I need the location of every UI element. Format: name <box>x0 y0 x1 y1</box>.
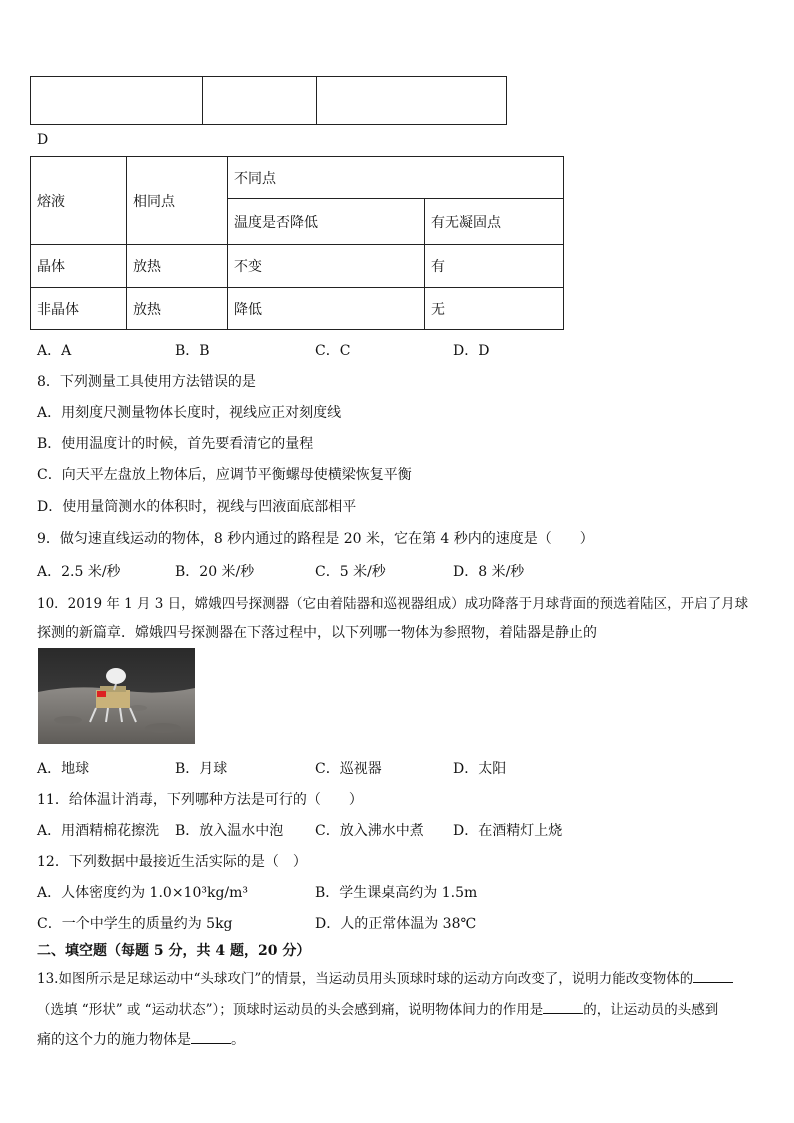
table-cell <box>317 77 507 125</box>
q11-option-d: D．在酒精灯上烧 <box>453 823 563 839</box>
q12-option-d: D．人的正常体温为 38℃ <box>315 916 477 932</box>
table-cell: 放热 <box>127 245 228 288</box>
answer-blank[interactable] <box>191 1029 231 1044</box>
q8-option-a: A．用刻度尺测量物体长度时，视线应正对刻度线 <box>37 405 342 421</box>
q12-option-b: B．学生课桌高约为 1.5m <box>315 885 478 901</box>
q13-text-3b: 。 <box>231 1032 245 1048</box>
option-c-table <box>30 76 507 125</box>
q10-option-c: C．巡视器 <box>315 761 382 777</box>
q13-line1 <box>37 967 733 987</box>
table-cell: 有 <box>425 245 564 288</box>
table-cell: 非晶体 <box>31 288 127 330</box>
q11-stem: 11．给体温计消毒，下列哪种方法是可行的（ ） <box>37 792 363 808</box>
q10-option-d: D．太阳 <box>453 761 507 777</box>
q13-line3 <box>37 1029 245 1049</box>
lunar-lander-image <box>38 648 195 744</box>
header-diff: 不同点 <box>228 157 564 199</box>
lunar-lander-photo <box>38 648 195 744</box>
q7-option-c: C．C <box>315 343 351 359</box>
table-row <box>31 245 564 288</box>
table-cell <box>203 77 317 125</box>
q13-text-2a: （选填 “形状” 或 “运动状态”）；顶球时运动员的头会感到痛，说明物体间力的作用是 <box>37 1002 544 1018</box>
q11-option-a: A．用酒精棉花擦洗 <box>37 823 160 839</box>
table-cell <box>31 77 203 125</box>
table-cell: 降低 <box>228 288 425 330</box>
q9-option-a: A．2.5 米/秒 <box>37 564 121 580</box>
section-heading-fill-blank: 二、填空题（每题 5 分，共 4 题，20 分） <box>37 943 311 959</box>
q10-stem-line2: 探测的新篇章．嫦娥四号探测器在下落过程中，以下列哪一物体为参照物，着陆器是静止的 <box>37 625 597 641</box>
q12-option-c: C．一个中学生的质量约为 5kg <box>37 916 233 932</box>
q7-option-b: B．B <box>175 343 210 359</box>
q9-option-d: D．8 米/秒 <box>453 564 525 580</box>
q13-text-1: 13.如图所示是足球运动中“头球攻门”的情景，当运动员用头顶球时球的运动方向改变了，说明力能改变物体的 <box>37 971 694 987</box>
q7-option-d: D．D <box>453 343 490 359</box>
answer-blank[interactable] <box>543 999 583 1014</box>
q9-stem: 9．做匀速直线运动的物体，8 秒内通过的路程是 20 米，它在第 4 秒内的速度是（ ） <box>37 531 594 547</box>
header-same: 相同点 <box>127 157 228 245</box>
option-d-table <box>30 156 564 330</box>
answer-blank[interactable] <box>693 968 733 983</box>
option-d-label: D <box>37 132 49 148</box>
q8-stem: 8．下列测量工具使用方法错误的是 <box>37 374 256 390</box>
q8-option-c: C．向天平左盘放上物体后，应调节平衡螺母使横梁恢复平衡 <box>37 467 412 483</box>
header-solution: 熔液 <box>31 157 127 245</box>
header-temp: 温度是否降低 <box>228 199 425 245</box>
header-freeze: 有无凝固点 <box>425 199 564 245</box>
q10-stem-line1: 10．2019 年 1 月 3 日，嫦娥四号探测器（它由着陆器和巡视器组成）成功降落于月球背面的预选着陆区，开启了月球 <box>37 596 749 612</box>
q12-stem: 12．下列数据中最接近生活实际的是（ ） <box>37 854 307 870</box>
q13-text-2b: 的，让运动员的头感到 <box>583 1002 719 1018</box>
q8-option-b: B．使用温度计的时候，首先要看清它的量程 <box>37 436 314 452</box>
q9-option-b: B．20 米/秒 <box>175 564 255 580</box>
q10-option-b: B．月球 <box>175 761 228 777</box>
q11-option-b: B．放入温水中泡 <box>175 823 284 839</box>
q13-line2 <box>37 998 718 1018</box>
q13-text-3a: 痛的这个力的施力物体是 <box>37 1032 191 1048</box>
q8-option-d: D．使用量筒测水的体积时，视线与凹液面底部相平 <box>37 499 357 515</box>
q11-option-c: C．放入沸水中煮 <box>315 823 424 839</box>
table-cell: 无 <box>425 288 564 330</box>
q7-option-a: A．A <box>37 343 72 359</box>
table-cell: 放热 <box>127 288 228 330</box>
q10-option-a: A．地球 <box>37 761 90 777</box>
table-row <box>31 288 564 330</box>
table-cell: 不变 <box>228 245 425 288</box>
table-cell: 晶体 <box>31 245 127 288</box>
q12-option-a: A．人体密度约为 1.0×10³kg/m³ <box>37 885 249 901</box>
q9-option-c: C．5 米/秒 <box>315 564 386 580</box>
